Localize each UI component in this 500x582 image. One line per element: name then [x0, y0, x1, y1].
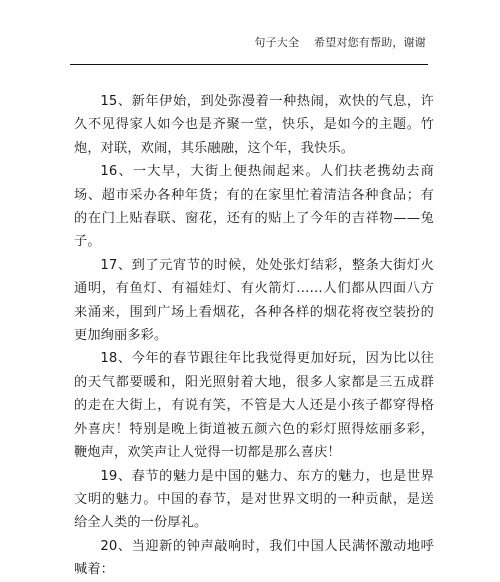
paragraph-17: 17、到了元宵节的时候，处处张灯结彩，整条大街灯火通明，有鱼灯、有福娃灯、有火箭灯……人们都从四面八方来涌来，围到广场上看烟花，各种各样的烟花将夜空装扮的更加绚丽多彩。	[74, 257, 434, 344]
paragraph-15: 15、新年伊始，到处弥漫着一种热闹，欢快的气息，许久不见得家人如今也是齐聚一堂，快乐，是如今的主题。竹炮，对联，欢闹，其乐融融，这个年，我快乐。	[74, 94, 434, 156]
paragraph-16: 16、一大早，大街上便热闹起来。人们扶老携幼去商场、超市采办各种年货；有的在家里忙着清洁各种食品；有的在门上贴春联、窗花，还有的贴上了今年的吉祥物——兔子。	[74, 164, 434, 250]
paragraph-20: 20、当迎新的钟声敲响时，我们中国人民满怀激动地呼喊着：	[74, 538, 434, 578]
paragraph-18: 18、今年的春节跟往年比我觉得更加好玩，因为比以往的天气都要暖和，阳光照射着大地，很多人家都是三五成群的走在大街上，有说有笑，不管是大人还是小孩子都穿得格外喜庆！特别是晚上街道被五颜六色的彩灯照得炫丽多彩，鞭炮声，欢笑声让人觉得一切都是那么喜庆！	[74, 351, 434, 461]
page-header: 句子大全 希望对您有帮助，谢谢	[254, 36, 426, 49]
header-divider	[70, 64, 428, 65]
document-body	[74, 90, 434, 582]
paragraph-19: 19、春节的魅力是中国的魅力、东方的魅力，也是世界文明的魅力。中国的春节，是对世界文明的一种贡献，是送给全人类的一份厚礼。	[74, 468, 434, 531]
